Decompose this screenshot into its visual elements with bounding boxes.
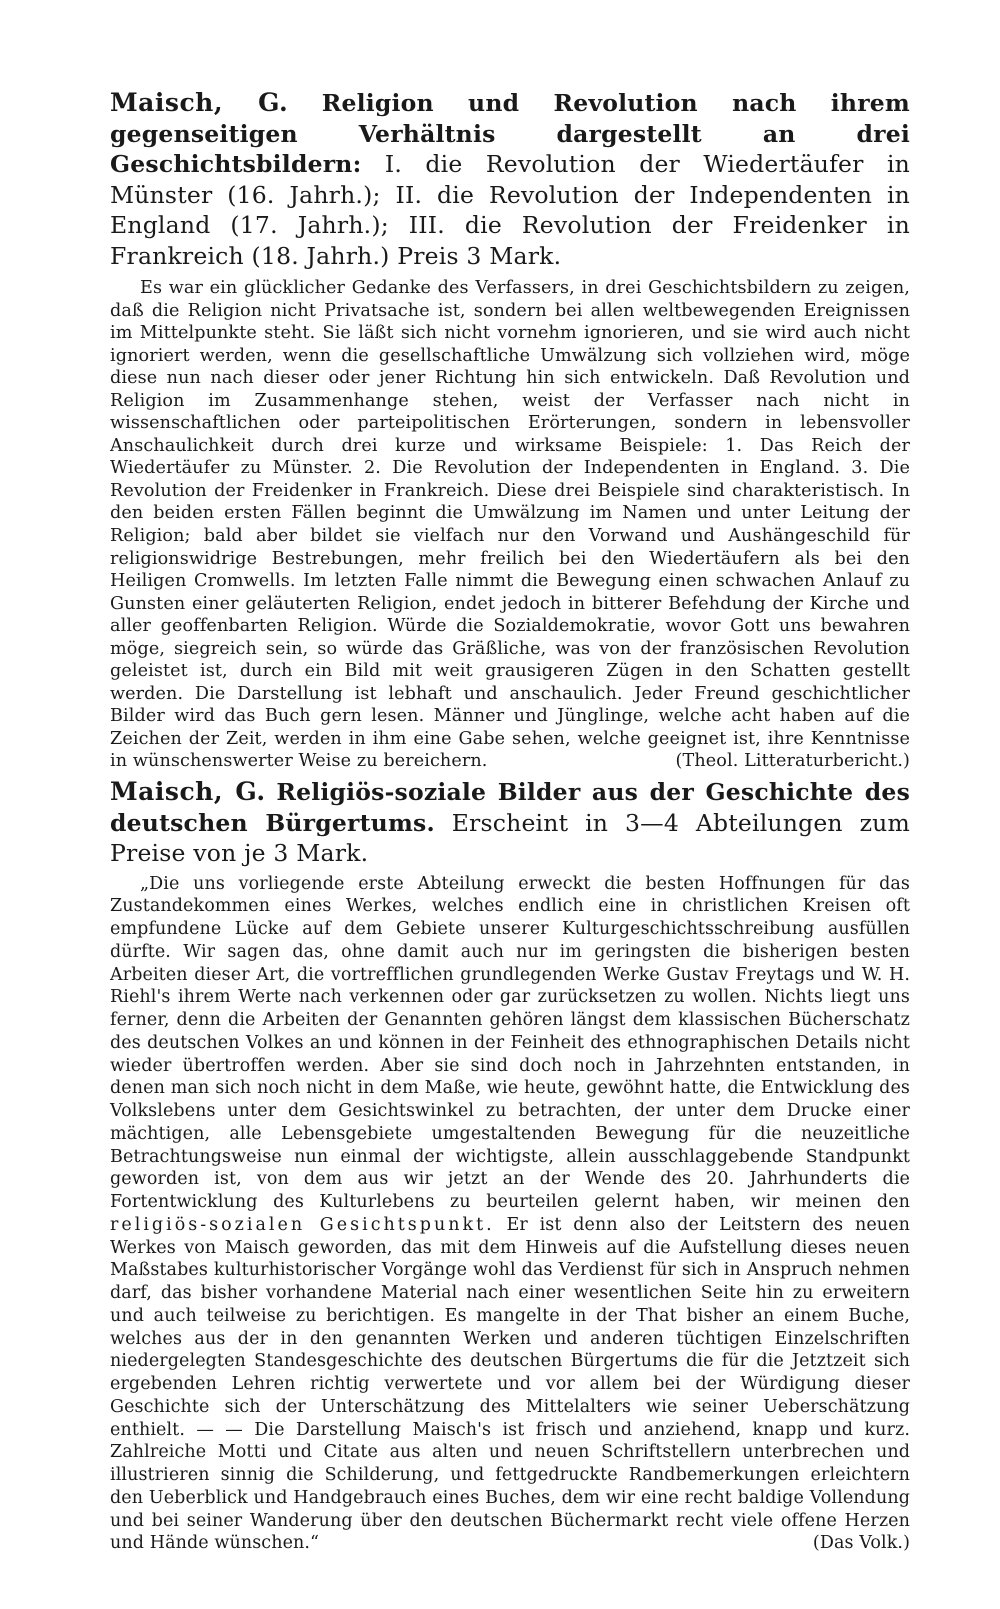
- entry-heading: [110, 88, 910, 271]
- review-text: [110, 277, 910, 773]
- book-subtitle: Erscheint in 3—4 Abteilungen zum Preise von je 3 Mark.: [110, 808, 911, 868]
- review-emphasis: religiös-sozialen Gesichtspunkt.: [110, 1214, 495, 1235]
- book-title: Religion und Revolution nach ihrem gegenseitigen Verhältnis dargestellt an drei Geschichtsbildern:: [110, 89, 911, 178]
- review-text: [110, 873, 910, 1556]
- book-entry: [110, 777, 910, 1555]
- review-source: (Das Volk.): [812, 1533, 910, 1554]
- review-body-continued: Er ist denn also der Leitstern des neuen Werkes von Maisch geworden, das mit dem Hinweis auf die Aufstellung dieses neuen Maßstabes kulturhistorischer Vorgänge wohl das Verdienst für sich in Anspruch nehmen darf, das bisher vorhandene Material nach einer wesentlichen Seite hin zu erweitern und auch teilweise zu berichtigen. Es mangelte in der That bisher an einem Buche, welches aus der in den genannten Werken und anderen tüchtigen Einzelschriften niedergelegten Standesgeschichte des deutschen Bürgertums die für die Jetztzeit sich ergebenden Lehren richtig verwertete und vor allem bei der Würdigung dieser Geschichte sich der Unterschätzung des Mittelalters wie seiner Ueberschätzung enthielt. — —: [110, 1214, 910, 1440]
- author-name: Maisch, G.: [110, 88, 289, 117]
- review-body: Es war ein glücklicher Gedanke des Verfassers, in drei Geschichtsbildern zu zeigen, daß die Religion nicht Privatsache ist, sondern bei allen weltbewegenden Ereignissen im Mittelpunkte steht. Sie läßt sich nicht vornehm ignorieren, und sie wird auch nicht ignoriert werden, wenn die gesellschaftliche Umwälzung sich vollziehen wird, möge diese nun nach dieser oder jener Richtung hin sich entwickeln. Daß Revolution und Religion im Zusammenhange stehen, weist der Verfasser nach nicht in wissenschaftlichen oder parteipolitischen Erörterungen, sondern in lebensvoller Anschaulichkeit durch drei kurze und wirksame Beispiele: 1. Das Reich der Wiedertäufer zu Münster. 2. Die Revolution der Independenten in England. 3. Die Revolution der Freidenker in Frankreich. Diese drei Beispiele sind charakteristisch. In den beiden ersten Fällen beginnt die Umwälzung im Namen und unter Leitung der Religion; bald aber bildet sie vielfach nur den Vorwand und Aushängeschild für religionswidrige Bestrebungen, mehr freilich bei den Wiedertäufern als bei den Heiligen Cromwells. Im letzten Falle nimmt die Bewegung einen schwachen Anlauf zu Gunsten einer geläuterten Religion, endet jedoch in bitterer Befehdung der Kirche und aller geoffenbarten Religion. Würde die Sozialdemokratie, wovor Gott uns bewahren möge, siegreich sein, so würde das Gräßliche, was von der französischen Revolution geleistet ist, durch ein Bild mit weit grausigeren Zügen in den Schatten gestellt werden. Die Darstellung ist lebhaft und anschaulich. Jeder Freund geschichtlicher Bilder wird das Buch gern lesen. Männer und Jünglinge, welche acht haben auf die Zeichen der Zeit, werden in ihm eine Gabe sehen, welche geeignet ist, ihre Kenntnisse in wünschenswerter Weise zu bereichern.: [110, 278, 910, 772]
- document-page: [110, 88, 910, 1555]
- review-body: „Die uns vorliegende erste Abteilung erweckt die besten Hoffnungen für das Zustandekommen eines Werkes, welches endlich eine in christlichen Kreisen oft empfundene Lücke auf dem Gebiete unserer Kulturgeschichtsschreibung ausfüllen dürfte. Wir sagen das, ohne damit auch nur im geringsten die bisherigen besten Arbeiten dieser Art, die vortrefflichen grundlegenden Werke Gustav Freytags und W. H. Riehl's ihrem Werte nach verkennen oder gar zurücksetzen zu wollen. Nichts liegt uns ferner, denn die Arbeiten der Genannten gehören längst dem klassischen Bücherschatz des deutschen Volkes an und können in der Feinheit des ethnographischen Details nicht wieder übertroffen werden. Aber sie sind doch noch in Jahrzehnten entstanden, in denen man sich noch nicht in dem Maße, wie heute, gewöhnt hatte, die Entwicklung des Volkslebens unter dem Gesichtswinkel zu betrachten, der unter dem Drucke einer mächtigen, alle Lebensgebiete umgestaltenden Bewegung für die neuzeitliche Betrachtungsweise nun einmal der wichtigste, allein ausschlaggebende Standpunkt geworden ist, von dem aus wir jetzt an der Wende des 20. Jahrhunderts die Fortentwicklung des Kulturlebens zu beurteilen gelernt haben, wir meinen den: [110, 873, 910, 1213]
- book-entry: [110, 88, 910, 773]
- author-name: Maisch, G.: [110, 777, 266, 807]
- book-title: Religiös-soziale Bilder aus der Geschichte des deutschen Bürgertums.: [110, 778, 910, 837]
- book-price: Preis 3 Mark.: [397, 241, 562, 270]
- book-subtitle: I. die Revolution der Wiedertäufer in Münster (16. Jahrh.); II. die Revolution der Independenten in England (17. Jahrh.); III. die Revolution der Freidenker in Frankreich (18. Jahrh.): [110, 150, 911, 270]
- review-body-closing: Die Darstellung Maisch's ist frisch und anziehend, knapp und kurz. Zahlreiche Motti und Citate aus alten und neuen Schriftstellern unterbrechen und illustrieren sinnig die Schilderung, und fettgedruckte Randbemerkungen erleichtern den Ueberblick und Handgebrauch eines Buches, dem wir eine recht baldige Vollendung und bei seiner Wanderung über den deutschen Büchermarkt recht viele offene Herzen und Hände wünschen.“: [110, 1419, 910, 1554]
- entry-heading: [110, 777, 910, 869]
- review-source: (Theol. Litteraturbericht.): [675, 751, 910, 772]
